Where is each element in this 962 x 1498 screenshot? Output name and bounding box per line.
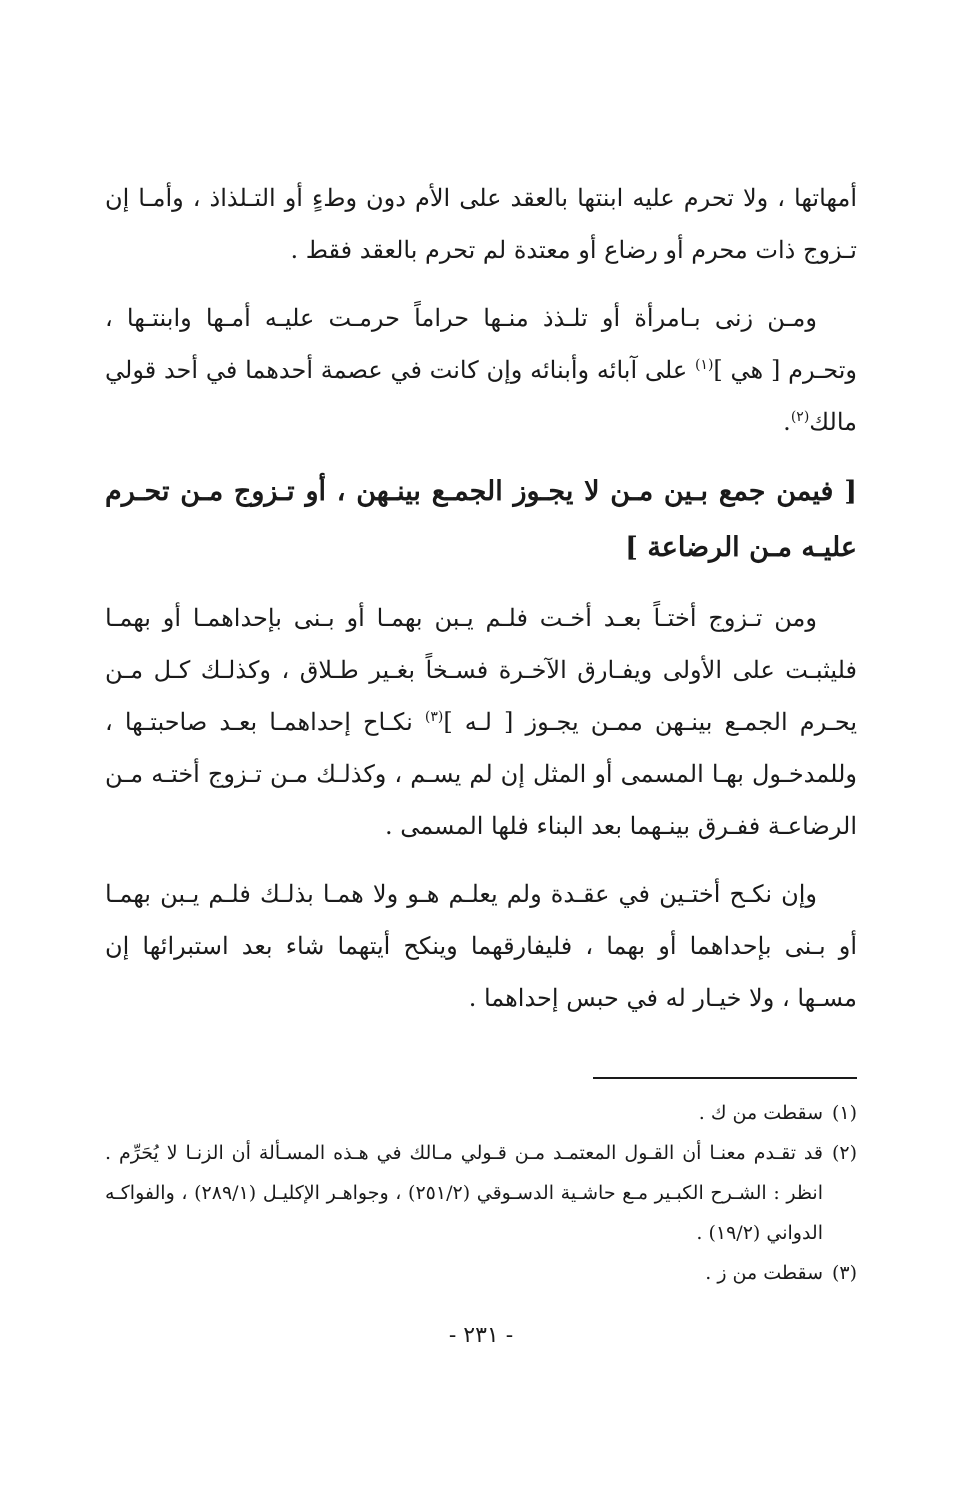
footnote-ref-2: (٢) [790,409,810,425]
paragraph-3-text-a: ومن تـزوج أختـاً بعـد أخـت فلـم يـبن بهمـا أو بـنى بإحداهمـا أو بهمـا فليثبـت على الأولى ويفـارق الآخـرة فسـخاً بغـير طـلاق ، وكذلـك كـل مـن يحـرم الجمـع بينـهن ممـن يجـوز [ لـه ] [105,604,858,736]
paragraph-2-text-c: . [783,408,791,436]
footnotes [105,1093,857,1293]
paragraph-1: أمهاتها ، ولا تحرم عليه ابنتها بالعقد على الأم دون وطءٍ أو التـلذاذ ، وأمـا إن تـزوج ذات محرم أو رضاع أو معتدة لم تحرم بالعقد فقط . [105,184,857,264]
paragraph-2-text-b: على آبائه وأبنائه وإن كانت في عصمة أحدهما في أحد قولي مالك [105,356,857,436]
footnote-number: (١) [831,1102,857,1124]
paragraph-4: وإن نكـح أختـين في عقـدة ولم يعلـم هـو ولا همـا بذلـك فلـم يـبن بهمـا أو بـنى بإحداهما أو بهما ، فليفارقهما وينكح أيتهما شاء بعد استبرائها إن مسـها ، ولا خيـار له في حبس إحداهما . [105,880,857,1012]
paragraph-3 [105,592,857,852]
main-text [105,172,857,1040]
section-heading: [ فيمن جمع بـين مـن لا يجـوز الجمـع بينـهن ، أو تـزوج مـن تحـرم عليـه مـن الرضاعة ] [105,476,857,563]
footnote-ref-3: (٣) [424,709,444,725]
footnote-3 [105,1253,857,1293]
footnote-separator [593,1077,857,1079]
footnote-text: قد تقـدم معنـا أن القـول المعتمـد مـن قـولي مـالك في هـذه المسـألة أن الزنـا لا يُحَرِّم . انظر : الشـرح الكبـير مـع حاشـية الدسـوقي (٢٥١/٢) ، وجواهـر الإكليـل (٢٨٩/١) ، والفواكـه الدواني (١٩/٢) . [105,1142,823,1244]
footnote-ref-1: (١) [694,357,714,373]
footnote-number: (٢) [831,1142,857,1164]
footnote-text: سقطت من ز . [705,1262,823,1284]
paragraph-3-text-b: نكـاح إحداهمـا بعـد صاحبتـها ، وللمدخـول بهـا المسمى أو المثل إن لم يسـم ، وكذلـك مـن تـزوج أختـه مـن الرضاعـة ففـرق بينـهما بعد البناء فلها المسمى . [105,708,857,840]
footnote-text: سقطت من ك . [698,1102,823,1124]
paragraph-2 [105,292,857,448]
footnote-number: (٣) [831,1262,857,1284]
footnote-2 [105,1133,857,1253]
paragraph-2-text-a: ومـن زنى بـامرأة أو تلـذذ منـها حراماً حرمـت عليـه أمـها وابنتـها ، وتحـرم [ هي ] [105,304,857,384]
footnote-1 [105,1093,857,1133]
page-number: - ٢٣١ - [448,1323,514,1348]
